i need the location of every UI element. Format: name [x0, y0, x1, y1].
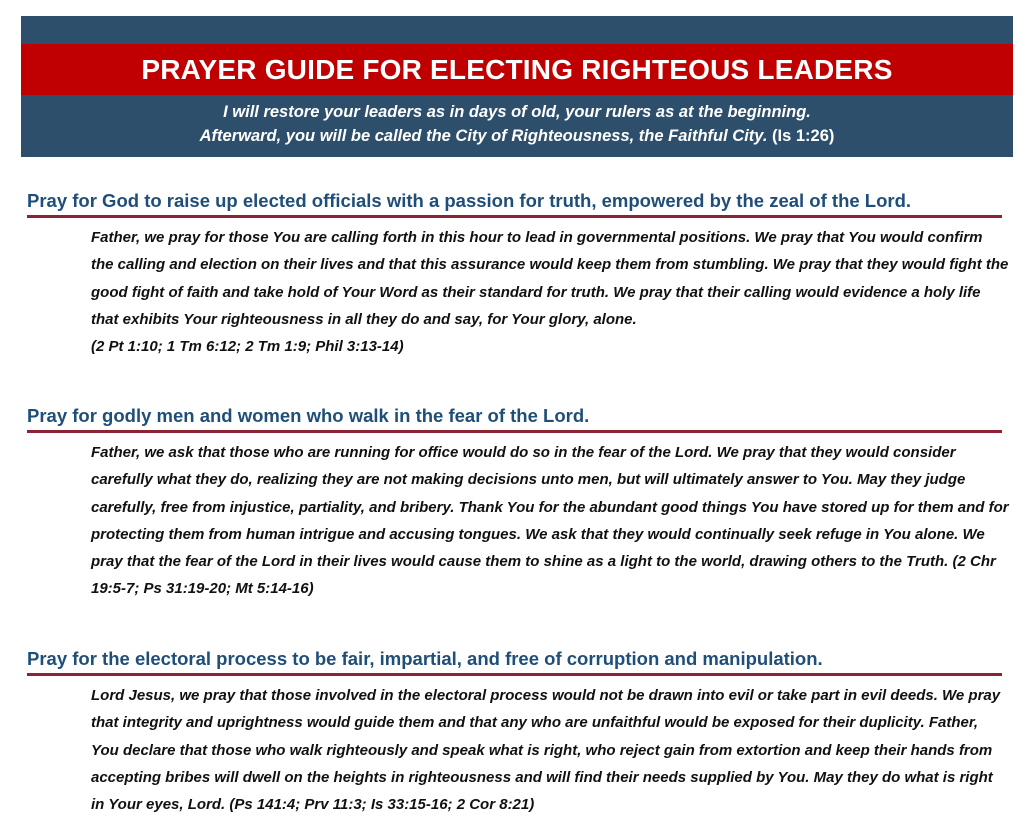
- prayer-text: [91, 439, 1009, 603]
- header-banner: [21, 16, 1013, 157]
- verse-line-2-text: Afterward, you will be called the City of Righteousness, the Faithful City.: [199, 127, 768, 145]
- prayer-body: Lord Jesus, we pray that those involved in the electoral process would not be drawn into evil or take part in evil deeds. We pray that integrity and uprightness would guide them and that any who are unfaithful would be exposed for their duplicity. Father, You declare that those who walk righteously and speak what is right, who reject gain from extortion and keep their hands from accepting bribes will dwell on the heights in righteousness and will find their needs supplied by You. May they do what is right in Your eyes, Lord. (Ps 141:4; Prv 11:3; Is 33:15-16; 2 Cor 8:21): [91, 687, 1001, 814]
- prayer-section-3: [27, 647, 1002, 818]
- section-heading: Pray for the electoral process to be fair, impartial, and free of corruption and manipulation.: [27, 648, 823, 669]
- prayer-section-1: [27, 189, 1009, 360]
- scripture-references: (2 Pt 1:10; 1 Tm 6:12; 2 Tm 1:9; Phil 3:13-14): [91, 338, 404, 356]
- section-heading: Pray for godly men and women who walk in the fear of the Lord.: [27, 405, 590, 426]
- verse-reference: (Is 1:26): [772, 127, 835, 145]
- page-title: PRAYER GUIDE FOR ELECTING RIGHTEOUS LEADERS: [21, 44, 1013, 95]
- prayer-text: [91, 224, 1009, 360]
- section-divider: [27, 673, 1002, 676]
- prayer-text: [91, 682, 1009, 818]
- verse-line-1: I will restore your leaders as in days of old, your rulers as at the beginning.: [223, 103, 811, 121]
- section-divider: [27, 215, 1002, 218]
- section-divider: [27, 430, 1002, 433]
- scripture-verse: [21, 100, 1013, 148]
- prayer-section-2: [27, 404, 1009, 603]
- section-heading: Pray for God to raise up elected officials with a passion for truth, empowered by the zeal of the Lord.: [27, 190, 912, 211]
- prayer-body: Father, we pray for those You are calling forth in this hour to lead in governmental positions. We pray that You would confirm the calling and election on their lives and that this assurance would keep them from stumbling. We pray that they would fight the good fight of faith and take hold of Your Word as their standard for truth. We pray that their calling would evidence a holy life that exhibits Your righteousness in all they do and say, for Your glory, alone.: [91, 229, 1009, 328]
- prayer-body: Father, we ask that those who are running for office would do so in the fear of the Lord. We pray that they would consider carefully what they do, realizing they are not making decisions unto men, but will ultimately answer to You. May they judge carefully, free from injustice, partiality, and bribery. Thank You for the abundant good things You have stored up for them and for protecting them from human intrigue and accusing tongues. We ask that they would continually seek refuge in You alone. We pray that the fear of the Lord in their lives would cause them to shine as a light to the world, drawing others to the Truth. (2 Chr 19:5-7; Ps 31:19-20; Mt 5:14-16): [91, 444, 1009, 598]
- verse-line-2: [21, 124, 1013, 148]
